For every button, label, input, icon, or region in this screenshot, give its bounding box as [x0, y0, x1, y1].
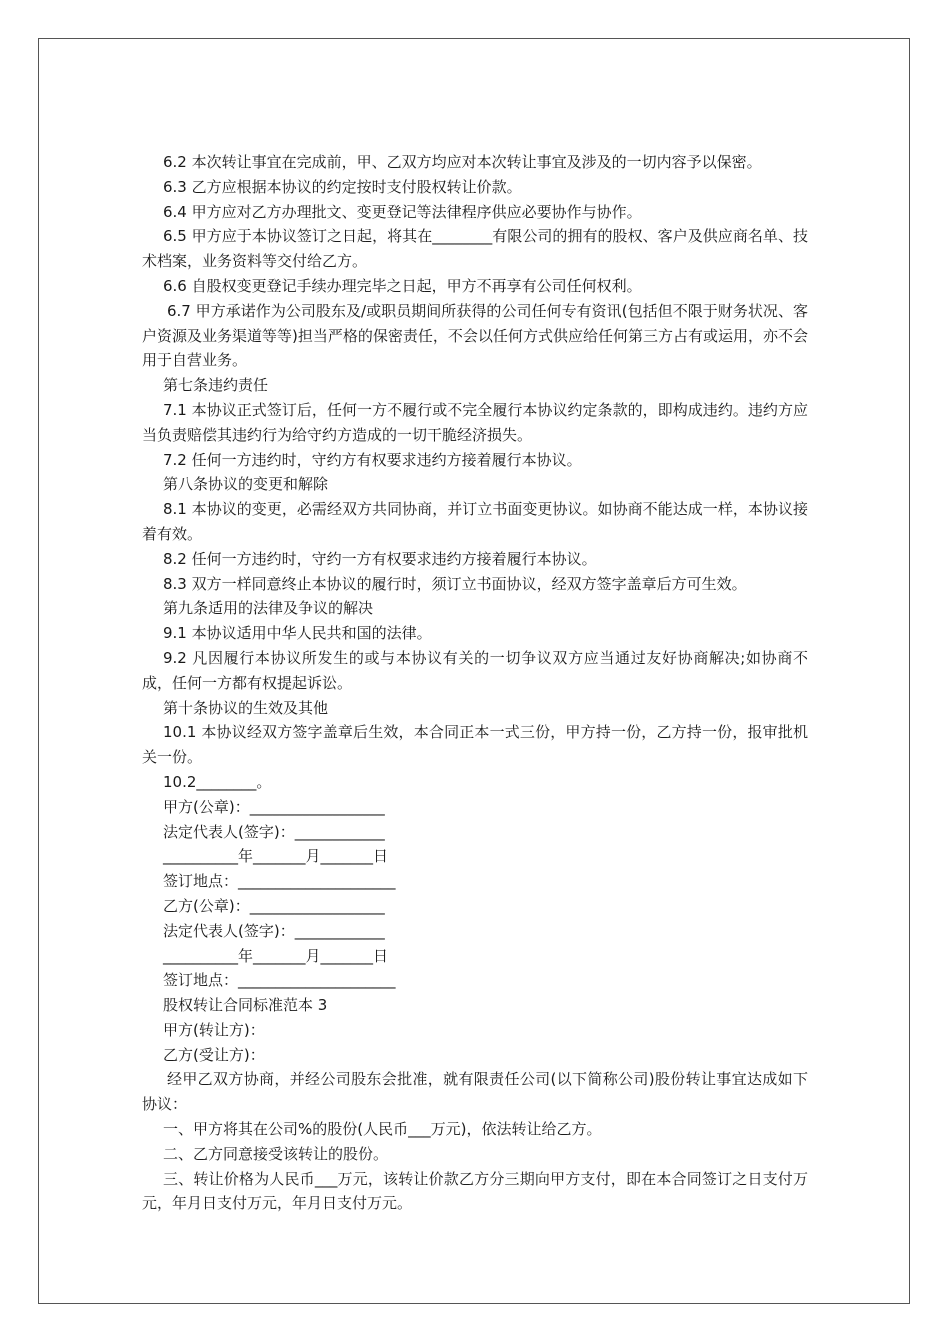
- paragraph: 6.2 本次转让事宜在完成前，甲、乙双方均应对本次转让事宜及涉及的一切内容予以保密。: [163, 153, 762, 171]
- paragraph: 10.2________。: [163, 772, 272, 791]
- section-heading: 股权转让合同标准范本 3: [163, 996, 328, 1015]
- paragraph: 一、甲方将其在公司%的股份(人民币___万元)，依法转让给乙方。: [163, 1120, 602, 1139]
- section-heading: 第九条适用的法律及争议的解决: [163, 599, 374, 618]
- paragraph: 签订地点：_____________________: [163, 971, 396, 990]
- paragraph: 8.3 双方一样同意终止本协议的履行时，须订立书面协议，经双方签字盖章后方可生效。: [163, 574, 747, 593]
- paragraph: __________年_______月_______日: [163, 946, 389, 965]
- paragraph: 乙方(受让方)：: [163, 1045, 265, 1064]
- paragraph: 9.2 凡因履行本协议所发生的或与本协议有关的一切争议双方应当通过友好协商解决;如协商不成，任何一方都有权提起诉讼。: [142, 648, 808, 692]
- section-heading: 第七条违约责任: [163, 376, 269, 395]
- paragraph: 法定代表人(签字)：____________: [163, 822, 385, 841]
- document-body: [142, 150, 808, 1216]
- paragraph: 法定代表人(签字)：____________: [163, 921, 385, 940]
- paragraph: 甲方(公章)：__________________: [163, 797, 385, 816]
- paragraph: 6.4 甲方应对乙方办理批文、变更登记等法律程序供应必要协作与协作。: [163, 202, 642, 221]
- paragraph: 6.3 乙方应根据本协议的约定按时支付股权转让价款。: [163, 177, 522, 196]
- paragraph: 6.7 甲方承诺作为公司股东及/或职员期间所获得的公司任何专有资讯(包括但不限于财务状况、客户资源及业务渠道等等)担当严格的保密责任，不会以任何方式供应给任何第三方占有或运用，亦不会用于自营业务。: [142, 301, 808, 370]
- paragraph: 7.2 任何一方违约时，守约方有权要求违约方接着履行本协议。: [163, 450, 582, 469]
- paragraph: 7.1 本协议正式签订后，任何一方不履行或不完全履行本协议约定条款的，即构成违约。违约方应当负责赔偿其违约行为给守约方造成的一切干脆经济损失。: [142, 400, 808, 444]
- paragraph: 6.5 甲方应于本协议签订之日起，将其在________有限公司的拥有的股权、客户及供应商名单、技术档案，业务资料等交付给乙方。: [142, 227, 808, 271]
- paragraph: 二、乙方同意接受该转让的股份。: [163, 1144, 389, 1163]
- section-heading: 第八条协议的变更和解除: [163, 475, 329, 494]
- paragraph: 经甲乙双方协商，并经公司股东会批准，就有限责任公司(以下简称公司)股份转让事宜达成如下协议：: [142, 1070, 808, 1114]
- paragraph: 10.1 本协议经双方签字盖章后生效，本合同正本一式三份，甲方持一份，乙方持一份，报审批机关一份。: [142, 723, 808, 767]
- paragraph: 乙方(公章)：__________________: [163, 896, 385, 915]
- paragraph: 8.1 本协议的变更，必需经双方共同协商，并订立书面变更协议。如协商不能达成一样，本协议接着有效。: [142, 500, 808, 543]
- paragraph: 8.2 任何一方违约时，守约一方有权要求违约方接着履行本协议。: [163, 549, 597, 568]
- paragraph: __________年_______月_______日: [163, 847, 389, 866]
- paragraph: 三、转让价格为人民币___万元，该转让价款乙方分三期向甲方支付，即在本合同签订之日支付万元，年月日支付万元，年月日支付万元。: [142, 1169, 808, 1213]
- paragraph: 签订地点：_____________________: [163, 872, 396, 891]
- paragraph: 9.1 本协议适用中华人民共和国的法律。: [163, 624, 432, 643]
- paragraph: 6.6 自股权变更登记手续办理完毕之日起，甲方不再享有公司任何权利。: [163, 276, 642, 295]
- section-heading: 第十条协议的生效及其他: [163, 698, 329, 717]
- paragraph: 甲方(转让方)：: [163, 1020, 265, 1039]
